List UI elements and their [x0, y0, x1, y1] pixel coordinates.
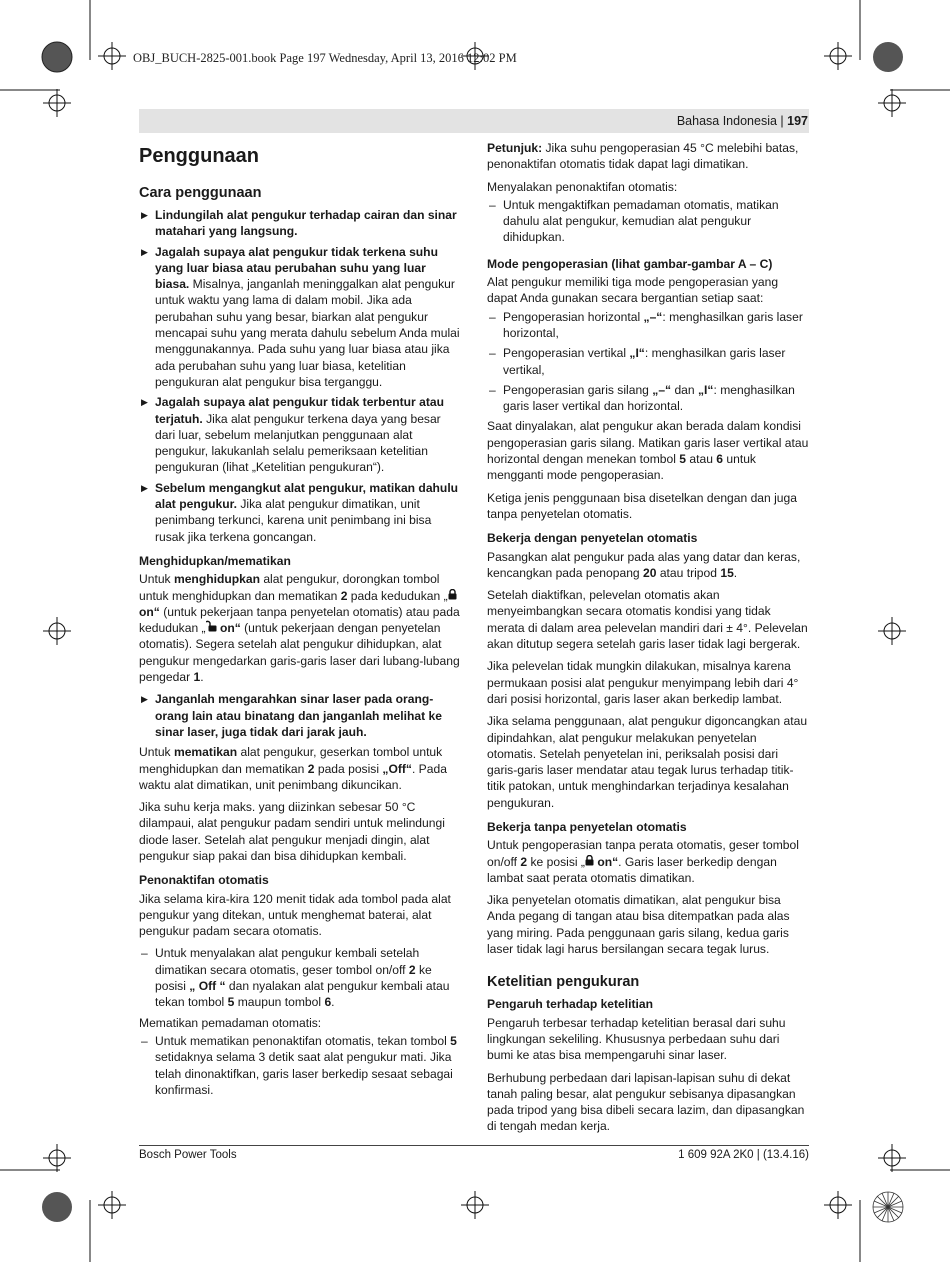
paragraph-menyalakan: Menyalakan penonaktifan otomatis:: [487, 179, 678, 194]
dash-item: – Untuk mematikan penonaktifan otomatis, tekan tombol 5 setidaknya selama 3 detik saat alat pengukur mati. Jika telah dinonaktifkan, garis laser berkedip sesaat sebagai konfirmasi.: [141, 1033, 457, 1097]
bullet-triangle-icon: ▶: [141, 246, 148, 257]
paragraph-jika-3: Jika penyetelan otomatis dimatikan, alat pengukur bisa Anda pegang di tangan atau bisa ditempatkan pada alas yang miring. Pada penggunaan garis silang, kedua garis laser tidak lagi harus bersilangan secara tegak lurus.: [487, 893, 790, 957]
paragraph-mode: Alat pengukur memiliki tiga mode pengoperasian yang dapat Anda gunakan secara bergantian setiap saat:: [487, 275, 779, 306]
bullet-item: ▶ Sebelum mengangkut alat pengukur, matikan dahulu alat pengukur. Jika alat pengukur dimatikan, unit penimbang terkunci, karena unit penimbang ini bisa rusak jika terkena goncangan.: [141, 480, 459, 544]
dash-item: – Untuk mengaktifkan pemadaman otomatis, matikan dahulu alat pengukur, kemudian alat pengukur dihidupkan.: [489, 197, 779, 245]
heading-mode: Mode pengoperasian (lihat gambar-gambar A – C): [487, 256, 773, 271]
bullet-triangle-icon: ▶: [141, 694, 148, 705]
dash-item: – Pengoperasian horizontal „–“: menghasilkan garis laser horizontal,: [489, 309, 803, 340]
bullet-item: ▶ Jagalah supaya alat pengukur tidak terbentur atau terjatuh. Jika alat pengukur terkena daya yang besar dari luar, sebelum melanjutkan penggunaan alat pengukur, lakukanlah selalu pemeriksaan ketelitian pengukuran (lihat „Ketelitian pengukuran“).: [141, 395, 444, 475]
paragraph-jika-2: Jika selama penggunaan, alat pengukur digoncangkan atau dipindahkan, alat pengukur melakukan penyetelan otomatis. Setelah penyetelan ini, periksalah posisi dari garis-garis laser mendatar atau tegak lurus terhadap titik-titik patokan, untuk menghindarkan terjadinya kesalahan pengukuran.: [487, 714, 808, 810]
right-column: [487, 140, 809, 1141]
heading-ketelitian: Ketelitian pengukuran: [487, 974, 640, 991]
paragraph-matikan: Mematikan pemadaman otomatis:: [139, 1015, 322, 1030]
section-title: Penggunaan: [139, 145, 260, 167]
header-separator: |: [776, 114, 788, 128]
paragraph-temperature: Jika suhu kerja maks. yang diizinkan sebesar 50 °C dilampaui, alat pengukur padam sendiri untuk melindungi diode laser. Setelah alat pengukur menjadi dingin, alat pengukur siap pakai dan bisa dihidupkan kembali.: [139, 800, 445, 863]
paragraph-off: Untuk mematikan alat pengukur, geserkan tombol untuk menghidupkan dan mematikan 2 pada posisi „Off“. Pada waktu alat dimatikan, unit penimbang dikuncikan.: [139, 745, 447, 792]
heading-auto-off: Penonaktifan otomatis: [139, 873, 269, 888]
paragraph-setelah: Setelah diaktifkan, pelevelan otomatis akan menyeimbangkan secara otomatis kondisi yang tidak merata di dalam area pelevelan mandiri dari ± 4°. Pelevelan akan ditutup segera setelah garis laser tidak lagi bergerak.: [487, 588, 808, 652]
heading-cara: Cara penggunaan: [139, 185, 262, 201]
heading-tanpa: Bekerja tanpa penyetelan otomatis: [487, 819, 687, 834]
running-header: [677, 114, 808, 128]
bullet-triangle-icon: ▶: [141, 397, 148, 408]
bullet-item: ▶ Janganlah mengarahkan sinar laser pada orang-orang lain atau binatang dan janganlah melihat ke sinar laser, juga tidak dari jarak jauh.: [141, 692, 442, 739]
footer-right: 1 609 92A 2K0 | (13.4.16): [678, 1149, 809, 1161]
left-column: [139, 140, 461, 1102]
paragraph-pasang: Pasangkan alat pengukur pada alas yang datar dan keras, kencangkan pada penopang 20 atau tripod 15.: [487, 549, 801, 580]
bullet-triangle-icon: ▶: [141, 482, 148, 493]
paragraph-tanpa: Untuk pengoperasian tanpa perata otomatis, geser tombol on/off 2 ke posisi „ on“. Garis laser berkedip dengan lambat saat perata otomatis dimatikan.: [487, 838, 799, 885]
footer-rule: [139, 1145, 809, 1146]
lock-icon: [448, 589, 457, 600]
paragraph-on: Untuk menghidupkan alat pengukur, dorongkan tombol untuk menghidupkan dan mematikan 2 pada kedudukan „ on“ (untuk pekerjaan tanpa penyetelan otomatis) atau pada kedudukan „ on“ (untuk pekerjaan dengan penyetelan otomatis). Segera setelah alat pengukur dihidupkan, alat pengukur mengedarkan garis-garis laser dari lubang-lubang pengedar 1.: [139, 572, 460, 685]
bullet-item: ▶ Jagalah supaya alat pengukur tidak terkena suhu yang luar biasa atau perubahan suhu yang luar biasa. Misalnya, janganlah meninggalkan alat pengukur untuk waktu yang lama di dalam mobil. Jika ada perubahan suhu yang besar, biarkan alat pengukur mencapai suhu yang merata dahulu sebelum Anda mulai menggunakannya. Pada suhu yang luar biasa atau jika ada perubahan suhu yang luar biasa, ketelitian pengukuran alat pengukur bisa terganggu.: [141, 244, 460, 389]
heading-pengaruh: Pengaruh terhadap ketelitian: [487, 997, 653, 1012]
paragraph-ketiga: Ketiga jenis penggunaan bisa disetelkan dengan dan juga tanpa penyetelan otomatis.: [487, 490, 797, 521]
print-slug: OBJ_BUCH-2825-001.book Page 197 Wednesday, April 13, 2016 12:02 PM: [133, 51, 517, 65]
paragraph-saat: Saat dinyalakan, alat pengukur akan berada dalam kondisi pengoperasian garis silang. Matikan garis laser vertikal atau horizontal dengan menekan tombol 5 atau 6 untuk mengganti mode pengoperasian.: [487, 419, 809, 483]
heading-onoff: Menghidupkan/mematikan: [139, 553, 291, 568]
unlock-icon: [206, 620, 217, 632]
paragraph-berhubung: Berhubung perbedaan dari lapisan-lapisan suhu di dekat tanah paling besar, alat pengukur sebisanya dipasangkan pada tripod yang bisa dibeli secara lazim, dan dipasangkan di tengah medan kerja.: [487, 1070, 805, 1134]
paragraph-auto-off: Jika selama kira-kira 120 menit tidak ada tombol pada alat pengukur yang ditekan, untuk menghemat baterai, alat pengukur padam secara otomatis.: [139, 891, 451, 939]
bullet-triangle-icon: ▶: [141, 210, 148, 220]
paragraph-petunjuk: Petunjuk: Jika suhu pengoperasian 45 °C melebihi batas, penonaktifan otomatis tidak dapat lagi dimatikan.: [487, 141, 799, 172]
paragraph-jika-1: Jika pelevelan tidak mungkin dilakukan, misalnya karena permukaan posisi alat pengukur menyimpang lebih dari 4° dari posisi horizontal, garis laser akan berkedip lambat.: [487, 659, 799, 706]
dash-item: – Pengoperasian garis silang „–“ dan „I“: menghasilkan garis laser vertikal dan horizontal.: [489, 382, 795, 414]
lock-icon: [585, 855, 594, 866]
bullet-item: ▶ Lindungilah alat pengukur terhadap cairan dan sinar matahari yang langsung.: [141, 208, 457, 239]
dash-item: – Untuk menyalakan alat pengukur kembali setelah dimatikan secara otomatis, geser tombol on/off 2 ke posisi „ Off “ dan nyalakan alat pengukur kembali atau tekan tombol 5 maupun tombol 6.: [141, 946, 450, 1010]
footer-left: Bosch Power Tools: [139, 1149, 237, 1161]
dash-item: – Pengoperasian vertikal „I“: menghasilkan garis laser vertikal,: [489, 346, 786, 377]
header-language: Bahasa Indonesia: [676, 114, 777, 128]
page-number: 197: [787, 114, 808, 128]
paragraph-pengaruh: Pengaruh terbesar terhadap ketelitian berasal dari suhu lingkungan sekeliling. Khususnya perbedaan suhu dari bumi ke atas bisa mempengaruhi sinar laser.: [487, 1015, 786, 1063]
heading-dengan: Bekerja dengan penyetelan otomatis: [487, 531, 698, 546]
